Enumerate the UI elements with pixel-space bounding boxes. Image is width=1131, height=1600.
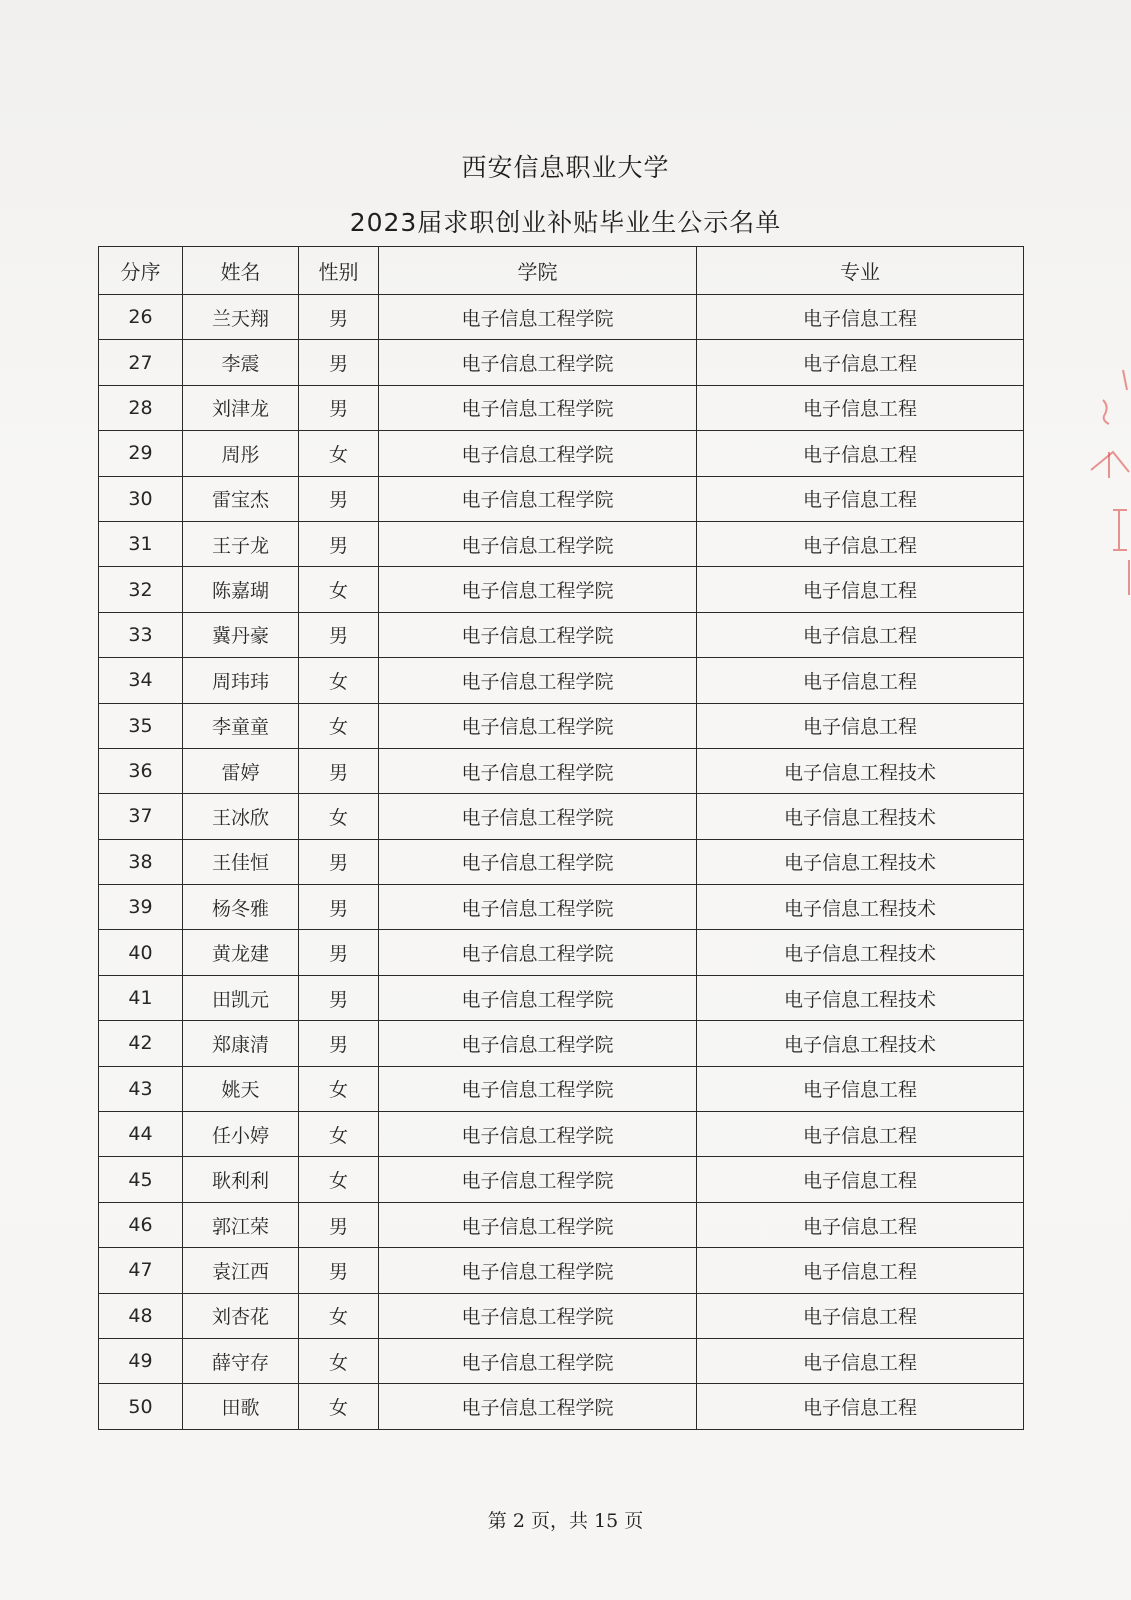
table-row [99,476,1024,521]
cell-college: 电子信息工程学院 [379,340,697,385]
cell-major: 电子信息工程 [697,295,1024,340]
table-row [99,1384,1024,1429]
cell-name: 袁江西 [183,1248,299,1293]
cell-college: 电子信息工程学院 [379,1293,697,1338]
table-row [99,1066,1024,1111]
cell-college: 电子信息工程学院 [379,431,697,476]
cell-seq: 47 [99,1248,183,1293]
cell-college: 电子信息工程学院 [379,1384,697,1429]
cell-college: 电子信息工程学院 [379,1338,697,1383]
cell-gender: 男 [299,340,379,385]
table-row [99,567,1024,612]
cell-seq: 27 [99,340,183,385]
cell-seq: 28 [99,385,183,430]
cell-college: 电子信息工程学院 [379,567,697,612]
table-row [99,839,1024,884]
cell-seq: 43 [99,1066,183,1111]
cell-gender: 男 [299,476,379,521]
cell-major: 电子信息工程技术 [697,794,1024,839]
table-row [99,431,1024,476]
document-subtitle: 2023届求职创业补贴毕业生公示名单 [349,208,782,237]
table-row [99,885,1024,930]
cell-major: 电子信息工程 [697,476,1024,521]
header-gender: 性别 [299,247,379,295]
header-name: 姓名 [183,247,299,295]
cell-seq: 44 [99,1112,183,1157]
table-row [99,385,1024,430]
cell-name: 任小婷 [183,1112,299,1157]
table-row [99,748,1024,793]
cell-gender: 女 [299,431,379,476]
cell-gender: 男 [299,295,379,340]
cell-name: 黄龙建 [183,930,299,975]
cell-college: 电子信息工程学院 [379,930,697,975]
cell-name: 王佳恒 [183,839,299,884]
cell-major: 电子信息工程 [697,612,1024,657]
cell-name: 姚天 [183,1066,299,1111]
cell-seq: 46 [99,1202,183,1247]
table-row [99,930,1024,975]
cell-name: 王冰欣 [183,794,299,839]
cell-college: 电子信息工程学院 [379,839,697,884]
table-row [99,1202,1024,1247]
cell-major: 电子信息工程技术 [697,839,1024,884]
cell-seq: 26 [99,295,183,340]
cell-seq: 36 [99,748,183,793]
cell-major: 电子信息工程 [697,567,1024,612]
cell-gender: 女 [299,567,379,612]
cell-gender: 女 [299,1338,379,1383]
header-seq: 分序 [99,247,183,295]
cell-major: 电子信息工程 [697,1066,1024,1111]
cell-name: 李震 [183,340,299,385]
cell-gender: 女 [299,1157,379,1202]
cell-gender: 女 [299,703,379,748]
cell-college: 电子信息工程学院 [379,794,697,839]
cell-name: 薛守存 [183,1338,299,1383]
table-body [99,295,1024,1430]
table-row [99,1112,1024,1157]
cell-major: 电子信息工程技术 [697,1021,1024,1066]
cell-seq: 30 [99,476,183,521]
table-row [99,1293,1024,1338]
cell-gender: 男 [299,1202,379,1247]
cell-name: 耿利利 [183,1157,299,1202]
header-major: 专业 [697,247,1024,295]
cell-college: 电子信息工程学院 [379,521,697,566]
cell-seq: 29 [99,431,183,476]
cell-college: 电子信息工程学院 [379,295,697,340]
cell-major: 电子信息工程 [697,1338,1024,1383]
cell-college: 电子信息工程学院 [379,703,697,748]
cell-seq: 33 [99,612,183,657]
cell-college: 电子信息工程学院 [379,885,697,930]
cell-name: 雷婷 [183,748,299,793]
cell-name: 郑康清 [183,1021,299,1066]
cell-name: 兰天翔 [183,295,299,340]
cell-major: 电子信息工程 [697,1202,1024,1247]
cell-major: 电子信息工程 [697,340,1024,385]
cell-seq: 41 [99,975,183,1020]
cell-gender: 男 [299,521,379,566]
cell-college: 电子信息工程学院 [379,1112,697,1157]
cell-major: 电子信息工程技术 [697,748,1024,793]
red-seal-stamp [1083,360,1131,610]
cell-name: 田凯元 [183,975,299,1020]
cell-college: 电子信息工程学院 [379,748,697,793]
cell-seq: 38 [99,839,183,884]
cell-name: 冀丹豪 [183,612,299,657]
cell-seq: 31 [99,521,183,566]
cell-major: 电子信息工程 [697,658,1024,703]
cell-gender: 男 [299,612,379,657]
cell-seq: 42 [99,1021,183,1066]
cell-major: 电子信息工程技术 [697,975,1024,1020]
cell-gender: 女 [299,1112,379,1157]
table-header-row [99,247,1024,295]
cell-college: 电子信息工程学院 [379,1248,697,1293]
cell-gender: 男 [299,975,379,1020]
cell-seq: 50 [99,1384,183,1429]
cell-name: 郭江荣 [183,1202,299,1247]
cell-seq: 40 [99,930,183,975]
cell-name: 陈嘉瑚 [183,567,299,612]
cell-college: 电子信息工程学院 [379,1157,697,1202]
cell-name: 田歌 [183,1384,299,1429]
cell-major: 电子信息工程技术 [697,930,1024,975]
cell-gender: 男 [299,930,379,975]
cell-gender: 女 [299,1384,379,1429]
cell-seq: 37 [99,794,183,839]
cell-major: 电子信息工程 [697,521,1024,566]
cell-name: 杨冬雅 [183,885,299,930]
cell-name: 周玮玮 [183,658,299,703]
cell-gender: 男 [299,885,379,930]
header-college: 学院 [379,247,697,295]
cell-college: 电子信息工程学院 [379,1202,697,1247]
cell-gender: 女 [299,1066,379,1111]
cell-college: 电子信息工程学院 [379,658,697,703]
cell-name: 刘杏花 [183,1293,299,1338]
cell-major: 电子信息工程 [697,1293,1024,1338]
cell-college: 电子信息工程学院 [379,612,697,657]
cell-seq: 35 [99,703,183,748]
table-row [99,1248,1024,1293]
cell-college: 电子信息工程学院 [379,476,697,521]
cell-gender: 男 [299,385,379,430]
table-row [99,1157,1024,1202]
cell-gender: 女 [299,794,379,839]
table-row [99,521,1024,566]
cell-gender: 女 [299,658,379,703]
cell-seq: 32 [99,567,183,612]
cell-name: 雷宝杰 [183,476,299,521]
cell-name: 王子龙 [183,521,299,566]
cell-major: 电子信息工程 [697,1384,1024,1429]
cell-seq: 34 [99,658,183,703]
cell-college: 电子信息工程学院 [379,1021,697,1066]
table-row [99,1338,1024,1383]
cell-college: 电子信息工程学院 [379,1066,697,1111]
table-row [99,1021,1024,1066]
cell-major: 电子信息工程 [697,1112,1024,1157]
cell-gender: 男 [299,748,379,793]
cell-major: 电子信息工程 [697,385,1024,430]
table-row [99,794,1024,839]
cell-college: 电子信息工程学院 [379,385,697,430]
cell-seq: 49 [99,1338,183,1383]
cell-seq: 39 [99,885,183,930]
cell-seq: 48 [99,1293,183,1338]
table-row [99,340,1024,385]
cell-major: 电子信息工程技术 [697,885,1024,930]
cell-gender: 女 [299,1293,379,1338]
table-row [99,295,1024,340]
cell-major: 电子信息工程 [697,1248,1024,1293]
cell-major: 电子信息工程 [697,703,1024,748]
table-row [99,703,1024,748]
cell-gender: 男 [299,839,379,884]
cell-name: 李童童 [183,703,299,748]
cell-seq: 45 [99,1157,183,1202]
cell-name: 周彤 [183,431,299,476]
table-row [99,975,1024,1020]
student-list-table [98,246,1024,1430]
table-row [99,612,1024,657]
page-footer: 第 2 页，共 15 页 [487,1510,644,1532]
cell-gender: 男 [299,1021,379,1066]
cell-major: 电子信息工程 [697,1157,1024,1202]
document-title: 西安信息职业大学 [461,153,670,182]
table-row [99,658,1024,703]
cell-gender: 男 [299,1248,379,1293]
cell-college: 电子信息工程学院 [379,975,697,1020]
cell-name: 刘津龙 [183,385,299,430]
cell-major: 电子信息工程 [697,431,1024,476]
